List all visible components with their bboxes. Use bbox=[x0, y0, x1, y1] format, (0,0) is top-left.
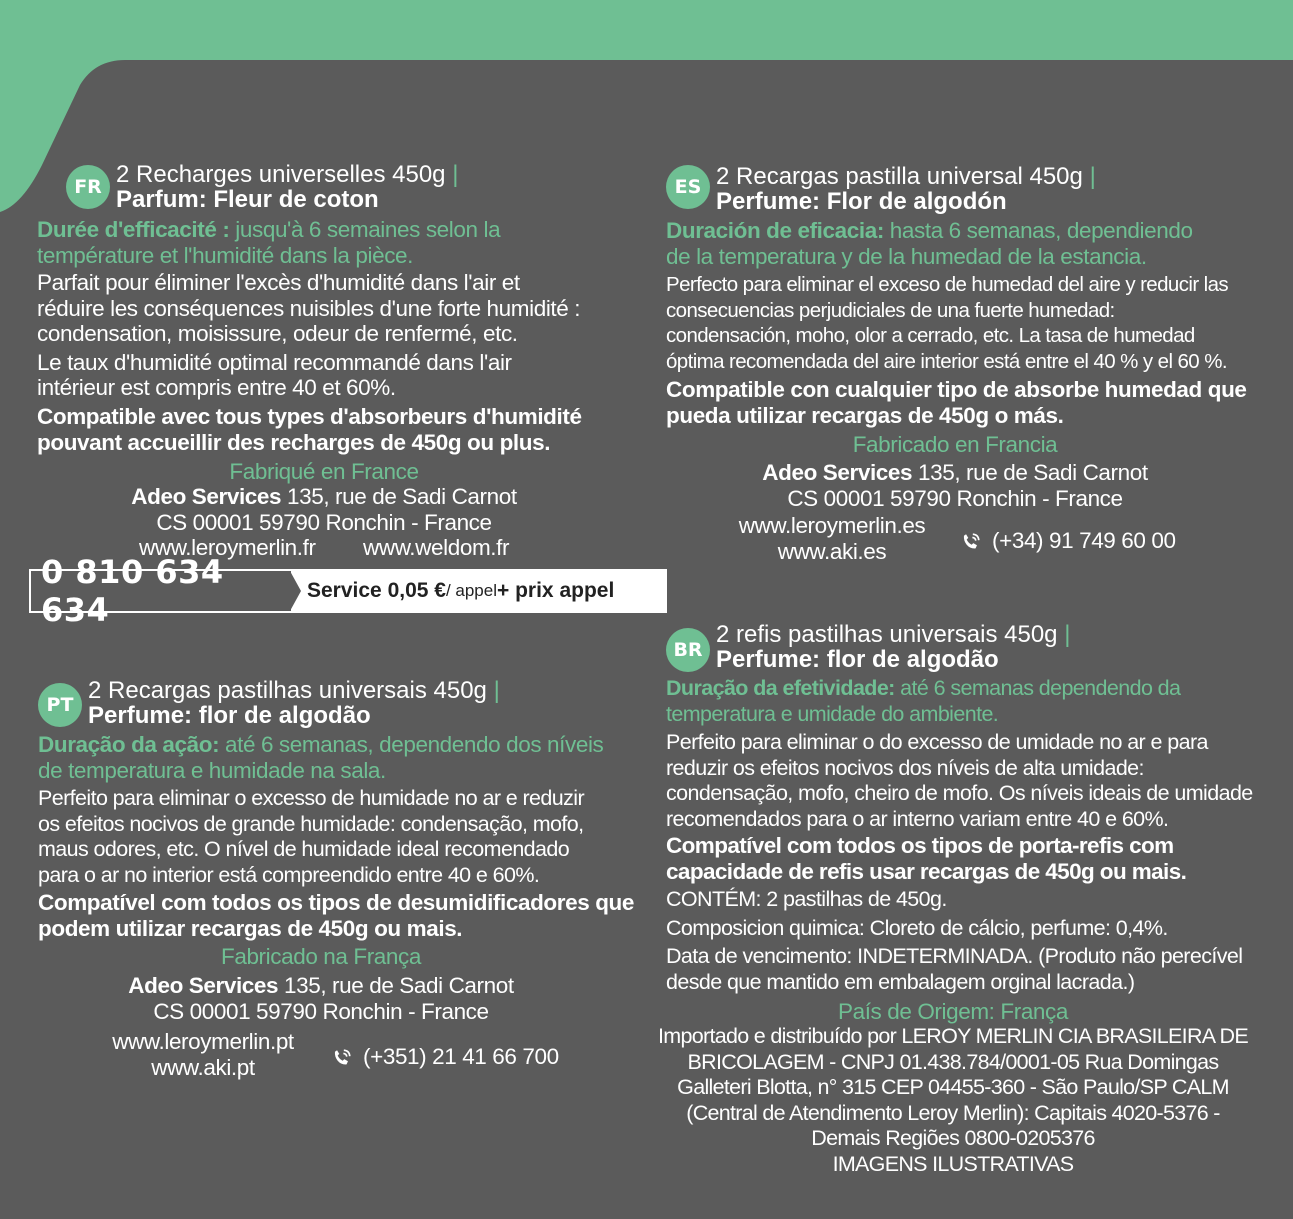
es-company: Adeo Services bbox=[762, 460, 913, 485]
pt-duration-text-1: até 6 semanas, dependendo dos níveis bbox=[219, 732, 604, 757]
fr-phone-box bbox=[29, 553, 667, 629]
pt-desc-2: os efeitos nocivos de grande humidade: condensação, mofo, bbox=[38, 811, 584, 836]
badge-pt: PT bbox=[38, 683, 82, 727]
br-origin: País de Origem: França bbox=[837, 999, 1069, 1024]
pt-duration-label: Duração da ação: bbox=[38, 732, 220, 757]
br-importer-1: Importado e distribuído por LEROY MERLIN CIA BRASILEIRA DE bbox=[658, 1024, 1248, 1048]
es-compat-1: Compatible con cualquier tipo de absorbe humedad que bbox=[666, 377, 1247, 402]
pt-address-2: CS 00001 59790 Ronchin - France bbox=[153, 998, 489, 1024]
pt-address bbox=[121, 973, 521, 1024]
fr-desc-4: Le taux d'humidité optimal recommandé dans l'air bbox=[37, 349, 512, 375]
fr-address-2: CS 00001 59790 Ronchin - France bbox=[156, 509, 492, 535]
fr-service-b: / appel bbox=[445, 581, 497, 600]
pt-compat-2: podem utilizar recargas de 450g ou mais. bbox=[38, 915, 463, 941]
fr-description bbox=[37, 270, 580, 401]
es-made-in: Fabricado en Francia bbox=[852, 432, 1058, 457]
es-compat-2: pueda utilizar recargas de 450g o más. bbox=[666, 402, 1064, 428]
badge-fr: FR bbox=[66, 165, 110, 209]
br-importer bbox=[653, 1024, 1253, 1177]
pt-web-1[interactable]: www.leroymerlin.pt bbox=[112, 1029, 294, 1054]
es-duration bbox=[666, 218, 1193, 269]
pt-desc-1: Perfeito para eliminar o excesso de humidade no ar e reduzir bbox=[38, 786, 585, 810]
br-title bbox=[716, 622, 1070, 672]
phone-icon bbox=[960, 531, 982, 553]
br-expiry-1: Data de vencimento: INDETERMINADA. (Produto não perecível bbox=[666, 944, 1243, 968]
es-description bbox=[666, 272, 1228, 374]
br-duration-text-1: até 6 semanas dependendo da bbox=[894, 676, 1181, 700]
br-compat-1: Compatível com todos os tipos de porta-refis com bbox=[666, 833, 1174, 858]
br-importer-4: (Central de Atendimento Leroy Merlin): Capitais 4020-5376 - bbox=[686, 1100, 1220, 1125]
pt-phone bbox=[331, 1044, 559, 1070]
br-title-separator: | bbox=[1064, 621, 1071, 648]
fr-title bbox=[116, 162, 458, 212]
pt-desc-3: maus odores, etc. O nível de humidade ideal recomendado bbox=[38, 837, 570, 861]
pt-title-separator: | bbox=[493, 677, 500, 704]
br-importer-3: Galleteri Blotta, n° 315 CEP 04455-360 - São Paulo/SP CALM bbox=[677, 1075, 1229, 1099]
pt-duration-text-2: de temperatura e humidade na sala. bbox=[38, 757, 386, 783]
pt-description bbox=[38, 786, 584, 888]
es-phone bbox=[960, 528, 1176, 554]
es-address-1: 135, rue de Sadi Carnot bbox=[912, 460, 1148, 485]
badge-es: ES bbox=[666, 165, 710, 209]
pt-desc-4: para o ar no interior está compreendido entre 40 e 60%. bbox=[38, 862, 540, 887]
es-title-line1: 2 Recargas pastilla universal 450g bbox=[716, 163, 1083, 190]
br-desc-1: Perfeito para eliminar o do excesso de umidade no ar e para bbox=[666, 730, 1208, 754]
pt-compatibility bbox=[38, 890, 634, 941]
es-title-line2: Perfume: Flor de algodón bbox=[716, 188, 1007, 215]
es-desc-1: Perfecto para eliminar el exceso de humedad del aire y reducir las bbox=[666, 273, 1229, 296]
es-web-2[interactable]: www.aki.es bbox=[777, 538, 887, 564]
fr-desc-3: condensation, moisissure, odeur de renfermé, etc. bbox=[37, 321, 518, 346]
fr-address-1: 135, rue de Sadi Carnot bbox=[281, 484, 517, 509]
br-composition: Composicion quimica: Cloreto de cálcio, perfume: 0,4%. bbox=[666, 915, 1168, 940]
pt-address-1: 135, rue de Sadi Carnot bbox=[278, 973, 514, 998]
fr-address bbox=[124, 484, 524, 535]
es-desc-4: óptima recomendada del aire interior está entre el 40 % y el 60 %. bbox=[666, 349, 1227, 373]
br-desc-2: reduzir os efeitos nocivos dos níveis de alta umidade: bbox=[666, 755, 1144, 780]
pt-phone-number[interactable]: (+351) 21 41 66 700 bbox=[363, 1044, 559, 1069]
fr-desc-1: Parfait pour éliminer l'excès d'humidité dans l'air et bbox=[37, 270, 520, 295]
es-title bbox=[716, 164, 1096, 214]
br-importer-2: BRICOLAGEM - CNPJ 01.438.784/0001-05 Rua Domingas bbox=[687, 1049, 1219, 1074]
es-phone-number[interactable]: (+34) 91 749 60 00 bbox=[992, 528, 1176, 553]
pt-duration bbox=[38, 732, 603, 783]
pt-web-2[interactable]: www.aki.pt bbox=[151, 1054, 255, 1080]
br-title-line2: Perfume: flor de algodão bbox=[716, 646, 999, 673]
fr-made-in: Fabriqué en France bbox=[229, 459, 419, 484]
fr-service-c: + prix appel bbox=[497, 579, 615, 602]
fr-compatibility bbox=[37, 404, 582, 455]
fr-web-1[interactable]: www.leroymerlin.fr bbox=[139, 535, 316, 560]
br-title-line1: 2 refis pastilhas universais 450g bbox=[716, 621, 1058, 648]
fr-web-2[interactable]: www.weldom.fr bbox=[363, 535, 510, 560]
br-description bbox=[666, 730, 1253, 832]
br-expiry-2: desde que mantido em embalagem orginal lacrada.) bbox=[666, 969, 1135, 994]
pt-company: Adeo Services bbox=[128, 973, 279, 998]
fr-duration-label: Durée d'efficacité : bbox=[37, 217, 230, 242]
br-contents: CONTÉM: 2 pastilhas de 450g. bbox=[666, 887, 947, 911]
fr-compat-1: Compatible avec tous types d'absorbeurs d'humidité bbox=[37, 404, 582, 429]
es-duration-label: Duración de eficacia: bbox=[666, 218, 884, 243]
br-importer-5: Demais Regiões 0800-0205376 bbox=[811, 1126, 1095, 1150]
es-compatibility bbox=[666, 377, 1247, 428]
pt-title-line1: 2 Recargas pastilhas universais 450g bbox=[88, 677, 487, 704]
fr-duration-text-1: jusqu'à 6 semaines selon la bbox=[229, 217, 501, 242]
es-title-separator: | bbox=[1089, 163, 1096, 190]
es-websites bbox=[732, 513, 932, 564]
br-duration bbox=[666, 676, 1180, 727]
br-duration-text-2: temperatura e umidade do ambiente. bbox=[666, 701, 999, 726]
phone-icon bbox=[331, 1047, 353, 1069]
fr-service-a: Service 0,05 € bbox=[307, 579, 446, 602]
pt-made-in: Fabricado na França bbox=[220, 944, 421, 969]
br-desc-3: condensação, mofo, cheiro de mofo. Os níveis ideais de umidade bbox=[666, 781, 1253, 805]
fr-duration bbox=[37, 217, 500, 268]
es-desc-2: consecuencias perjudiciales de una fuerte humedad: bbox=[666, 298, 1115, 322]
es-duration-text-2: de la temperatura y de la humedad de la estancia. bbox=[666, 243, 1147, 269]
pt-title-line2: Perfume: flor de algodão bbox=[88, 702, 371, 729]
fr-phone-service bbox=[291, 571, 665, 611]
pt-websites bbox=[103, 1029, 303, 1080]
br-details bbox=[666, 887, 1242, 995]
fr-duration-text-2: température et l'humidité dans la pièce. bbox=[37, 242, 414, 268]
br-compatibility bbox=[666, 833, 1186, 884]
pt-title bbox=[88, 678, 500, 728]
fr-desc-2: réduire les conséquences nuisibles d'une forte humidité : bbox=[37, 295, 581, 321]
fr-title-line1: 2 Recharges universelles 450g bbox=[116, 161, 446, 188]
fr-compat-2: pouvant accueillir des recharges de 450g ou plus. bbox=[37, 429, 551, 455]
es-web-1[interactable]: www.leroymerlin.es bbox=[738, 513, 926, 538]
fr-company: Adeo Services bbox=[131, 484, 282, 509]
fr-title-line2: Parfum: Fleur de coton bbox=[116, 186, 379, 213]
es-duration-text-1: hasta 6 semanas, dependiendo bbox=[883, 218, 1193, 243]
pt-compat-1: Compatível com todos os tipos de desumidificadores que bbox=[38, 890, 635, 915]
br-importer-6: IMAGENS ILUSTRATIVAS bbox=[832, 1151, 1074, 1176]
es-address bbox=[755, 460, 1155, 511]
br-desc-4: recomendados para o ar interno variam entre 40 e 60%. bbox=[666, 806, 1169, 831]
fr-desc-5: intérieur est compris entre 40 et 60%. bbox=[37, 375, 396, 400]
es-address-2: CS 00001 59790 Ronchin - France bbox=[787, 485, 1123, 511]
fr-phone-number[interactable]: 0 810 634 634 bbox=[41, 553, 224, 629]
es-desc-3: condensación, moho, olor a cerrado, etc. La tasa de humedad bbox=[666, 324, 1195, 347]
br-compat-2: capacidade de refis usar recargas de 450g ou mais. bbox=[666, 858, 1187, 884]
badge-br: BR bbox=[666, 628, 710, 672]
fr-title-separator: | bbox=[452, 161, 459, 188]
br-duration-label: Duração da efetividade: bbox=[666, 676, 895, 700]
